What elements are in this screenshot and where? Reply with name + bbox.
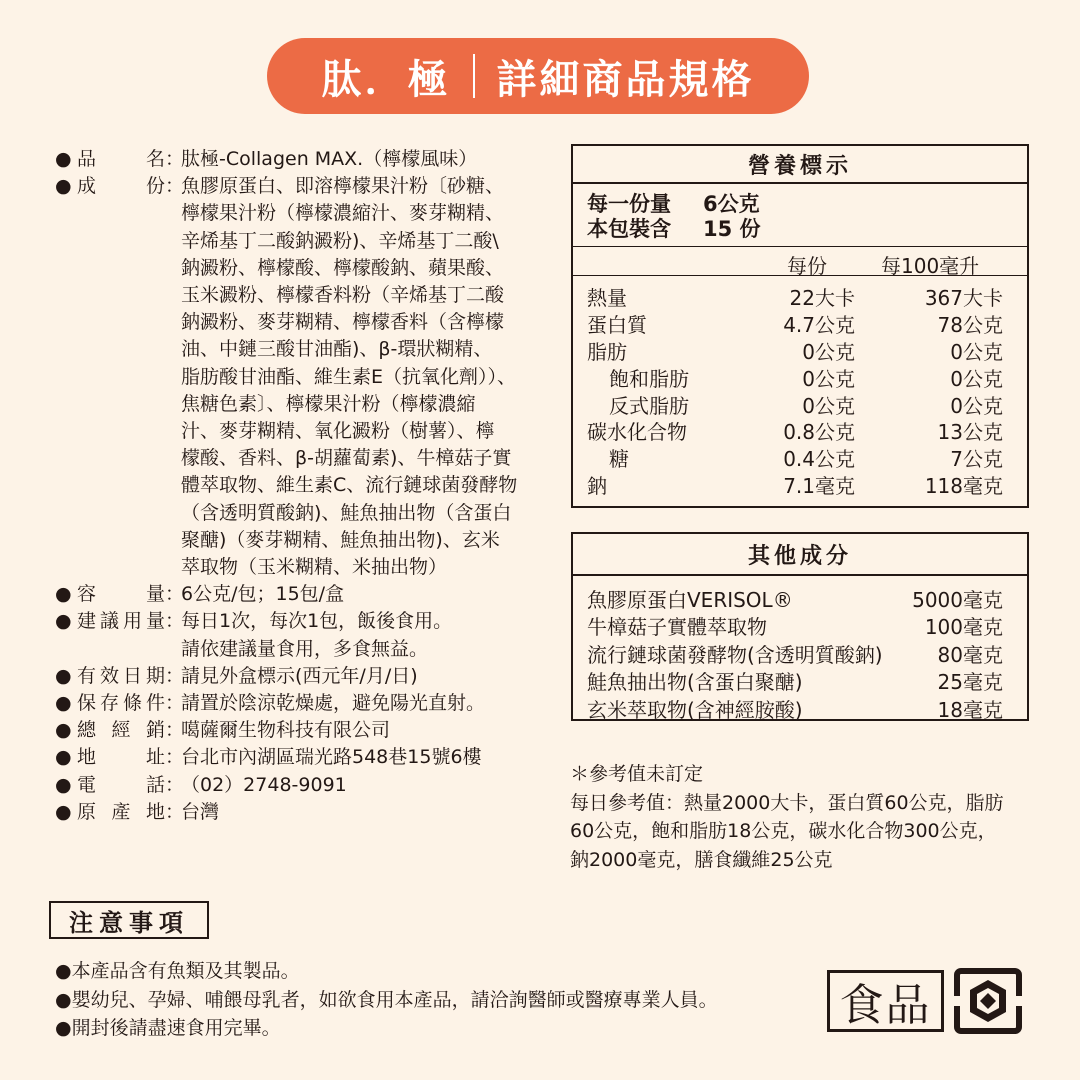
nutrient-per-100ml: 13公克 [937, 420, 1003, 445]
nutrient-name: 碳水化合物 [587, 420, 687, 445]
spec-label-char: 成 [77, 175, 97, 198]
notice-item: ●嬰幼兒、孕婦、哺餵母乳者，如欲食用本產品，請洽詢醫師或醫療專業人員。 [55, 988, 718, 1011]
nutrition-row [573, 282, 1027, 309]
brand-name: 肽．極 [321, 56, 451, 103]
spec-label-char: 量 [145, 610, 165, 633]
notice-item: ●開封後請盡速食用完畢。 [55, 1017, 281, 1039]
nutrition-row [573, 443, 1027, 470]
spec-label-char: 效 [99, 664, 119, 687]
spec-label [77, 772, 165, 799]
other-ingredient-row [587, 639, 1027, 666]
spec-row [55, 146, 575, 173]
spec-value-line: 玉米澱粉、檸檬香料粉（辛烯基丁二酸 [181, 284, 505, 307]
spec-label-char: 容 [77, 583, 97, 606]
other-ingredient-row [587, 611, 1027, 638]
spec-colon: ： [165, 719, 185, 742]
ingredient-name: 鮭魚抽出物(含蛋白聚醣) [587, 670, 803, 695]
bullet: ● [55, 175, 72, 198]
nutrient-per-100ml: 0公克 [950, 393, 1003, 418]
other-ingredient-rows [573, 576, 1027, 721]
header-subtitle: 詳細商品規格 [496, 56, 755, 103]
spec-colon: ： [165, 664, 185, 687]
nutrition-row [573, 363, 1027, 390]
spec-label-char: 電 [77, 773, 97, 796]
notice-title: 注意事項 [49, 901, 209, 939]
other-ingredients-title: 其他成分 [573, 534, 1027, 576]
nutrient-name: 糖 [609, 447, 629, 472]
spec-value-line: 請依建議量食用，多食無益。 [181, 637, 429, 660]
spec-value [181, 717, 561, 744]
header-banner [267, 38, 809, 114]
spec-row [55, 608, 575, 662]
recycle-icon [954, 968, 1022, 1034]
notice-list [55, 957, 718, 1043]
spec-label [77, 608, 165, 662]
spec-value-line: 台灣 [181, 800, 220, 823]
serving-info [573, 184, 1027, 247]
nutrient-per-100ml: 0公克 [950, 366, 1003, 391]
ingredient-name: 流行鏈球菌發酵物(含透明質酸鈉) [587, 642, 883, 667]
spec-row [55, 772, 575, 799]
spec-colon: ： [165, 800, 185, 823]
servings-per-pack-label: 本包裝含 [587, 217, 671, 241]
spec-value [181, 690, 561, 717]
nutrient-per-100ml: 0公克 [950, 339, 1003, 364]
nutrient-per-serving: 0公克 [802, 339, 855, 364]
spec-value [181, 744, 561, 771]
notice-item: ●本產品含有魚類及其製品。 [55, 960, 300, 982]
spec-label [77, 744, 165, 771]
spec-colon: ： [165, 148, 185, 170]
nutrition-column-headers [573, 247, 1027, 276]
spec-label [77, 581, 165, 608]
ingredient-amount: 18毫克 [937, 697, 1003, 722]
nutrition-row [573, 309, 1027, 336]
header-divider [473, 54, 475, 98]
spec-label-char: 條 [122, 692, 142, 715]
nutrition-facts-table [571, 144, 1029, 508]
nutrient-name: 熱量 [587, 286, 627, 310]
spec-value-line: 檬酸、香料、β-胡蘿蔔素)、牛樟菇子實 [181, 447, 512, 470]
spec-label-char: 建 [77, 610, 97, 633]
spec-label-char: 期 [145, 664, 165, 687]
spec-row [55, 717, 575, 744]
spec-label [77, 146, 165, 173]
reference-line: 鈉2000毫克，膳食纖維25公克 [570, 848, 833, 871]
nutrient-per-serving: 7.1毫克 [783, 474, 855, 499]
nutrition-title: 營養標示 [573, 146, 1027, 184]
spec-value [181, 772, 561, 799]
daily-reference [570, 760, 1004, 874]
spec-colon: ： [165, 583, 185, 606]
bullet: ● [55, 148, 72, 170]
nutrition-row [573, 470, 1027, 497]
ingredient-amount: 80毫克 [937, 642, 1003, 667]
spec-value [181, 799, 561, 826]
spec-row [55, 690, 575, 717]
spec-value-line: 辛烯基丁二酸鈉澱粉)、辛烯基丁二酸\ [181, 229, 499, 252]
spec-label-char: 地 [77, 746, 97, 769]
spec-row [55, 744, 575, 771]
nutrition-row [573, 336, 1027, 363]
spec-value-line: 魚膠原蛋白、即溶檸檬果汁粉〔砂糖、 [181, 175, 505, 198]
nutrient-name: 脂肪 [587, 339, 627, 364]
ingredient-amount: 100毫克 [924, 615, 1003, 640]
spec-label [77, 173, 165, 581]
spec-label-char: 保 [77, 692, 97, 715]
food-label-mark: 食品 [827, 970, 944, 1032]
nutrient-per-100ml: 7公克 [950, 447, 1003, 472]
spec-label-char: 量 [145, 583, 165, 606]
servings-per-pack-value: 15 份 [703, 217, 761, 241]
ingredient-name: 牛樟菇子實體萃取物 [587, 615, 767, 640]
nutrient-per-serving: 0公克 [802, 366, 855, 391]
spec-value-line: 鈉澱粉、檸檬酸、檸檬酸鈉、蘋果酸、 [181, 256, 505, 279]
nutrient-name: 反式脂肪 [609, 393, 689, 418]
col-per-serving: 每份 [787, 254, 827, 278]
spec-label-char: 品 [77, 148, 97, 170]
spec-colon: ： [165, 692, 185, 715]
bullet: ● [55, 800, 72, 823]
spec-value-line: 請見外盒標示(西元年/月/日) [181, 664, 418, 687]
nutrient-per-serving: 0公克 [802, 393, 855, 418]
spec-label-char: 址 [145, 746, 165, 769]
spec-value-line: 體萃取物、維生素C、流行鏈球菌發酵物 [181, 474, 518, 497]
spec-row [55, 581, 575, 608]
nutrient-per-serving: 0.4公克 [783, 447, 855, 472]
nutrient-name: 鈉 [587, 474, 607, 499]
nutrient-per-serving: 22大卡 [789, 286, 855, 310]
spec-value [181, 146, 561, 173]
nutrient-per-100ml: 78公克 [937, 312, 1003, 337]
spec-value-line: 肽極-Collagen MAX.（檸檬風味） [181, 148, 478, 170]
nutrient-name: 飽和脂肪 [609, 366, 689, 391]
spec-value-line: 每日1次，每次1包，飯後食用。 [181, 610, 453, 633]
other-ingredient-row [587, 584, 1027, 611]
reference-line: 60公克，飽和脂肪18公克，碳水化合物300公克， [570, 820, 997, 842]
nutrient-per-serving: 0.8公克 [783, 420, 855, 445]
spec-value-line: 油、中鏈三酸甘油酯)、β-環狀糊精、 [181, 338, 493, 361]
spec-label-char: 件 [145, 692, 165, 715]
spec-label [77, 717, 165, 744]
spec-row [55, 799, 575, 826]
spec-value-line: 請置於陰涼乾燥處，避免陽光直射。 [181, 692, 486, 715]
nutrition-rows [573, 276, 1027, 497]
col-per-100ml: 每100毫升 [881, 254, 980, 278]
ingredient-name: 魚膠原蛋白VERISOL® [587, 588, 793, 612]
other-ingredient-row [587, 666, 1027, 693]
spec-value-line: 檸檬果汁粉（檸檬濃縮汁、麥芽糊精、 [181, 202, 505, 225]
spec-value-line: 焦糖色素〕、檸檬果汁粉（檸檬濃縮 [181, 392, 476, 415]
spec-colon: ： [165, 746, 185, 769]
spec-label-char: 用 [122, 610, 142, 633]
spec-value-line: 噶薩爾生物科技有限公司 [181, 719, 391, 742]
spec-value-line: 脂肪酸甘油酯、維生素E（抗氧化劑））、 [181, 365, 517, 388]
spec-label-char: 日 [122, 664, 142, 687]
bullet: ● [55, 583, 72, 606]
spec-value-line: 汁、麥芽糊精、氧化澱粉（樹薯）、檸 [181, 420, 495, 443]
spec-label-char: 經 [111, 719, 131, 742]
nutrient-name: 蛋白質 [587, 312, 647, 337]
bullet: ● [55, 773, 72, 796]
spec-label [77, 663, 165, 690]
spec-value-line: 鈉澱粉、麥芽糊精、檸檬香料（含檸檬 [181, 311, 505, 334]
bullet: ● [55, 719, 72, 742]
ingredient-amount: 5000毫克 [912, 588, 1003, 612]
spec-label-char: 話 [145, 773, 165, 796]
nutrient-per-100ml: 118毫克 [924, 474, 1003, 499]
spec-row [55, 173, 575, 581]
nutrient-per-serving: 4.7公克 [783, 312, 855, 337]
ingredient-name: 玄米萃取物(含神經胺酸) [587, 697, 803, 722]
spec-colon: ： [165, 175, 185, 198]
spec-value [181, 663, 561, 690]
spec-value [181, 608, 561, 662]
bullet: ● [55, 664, 72, 687]
spec-value-line: 聚醣)（麥芽糊精、鮭魚抽出物)、玄米 [181, 528, 500, 551]
bullet: ● [55, 746, 72, 769]
spec-value-line: （含透明質酸鈉)、鮭魚抽出物（含蛋白 [181, 501, 512, 524]
spec-label [77, 690, 165, 717]
spec-label-char: 總 [77, 719, 97, 742]
spec-colon: ： [165, 610, 185, 633]
other-ingredient-row [587, 694, 1027, 721]
spec-row [55, 663, 575, 690]
product-spec-list [55, 146, 575, 826]
spec-label-char: 地 [145, 800, 165, 823]
spec-label [77, 799, 165, 826]
serving-size-label: 每一份量 [587, 192, 671, 216]
spec-label-char: 議 [99, 610, 119, 633]
bullet: ● [55, 692, 72, 715]
spec-value [181, 173, 561, 581]
spec-label-char: 有 [77, 664, 97, 687]
nutrient-per-100ml: 367大卡 [924, 286, 1003, 310]
nutrition-row [573, 416, 1027, 443]
other-ingredients-table [571, 532, 1029, 721]
spec-label-char: 銷 [145, 719, 165, 742]
spec-value-line: （02）2748-9091 [181, 773, 347, 796]
spec-value-line: 6公克/包；15包/盒 [181, 583, 345, 606]
bullet: ● [55, 610, 72, 633]
spec-label-char: 產 [111, 800, 131, 823]
reference-line: 每日參考值：熱量2000大卡，蛋白質60公克，脂肪 [570, 791, 1004, 814]
spec-value-line: 台北市內湖區瑞光路548巷15號6樓 [181, 746, 482, 769]
nutrition-row [573, 390, 1027, 417]
serving-size-value: 6公克 [703, 192, 760, 216]
spec-label-char: 存 [99, 692, 119, 715]
spec-label-char: 名 [145, 148, 165, 170]
spec-label-char: 原 [77, 800, 97, 823]
spec-colon: ： [165, 773, 185, 796]
ingredient-amount: 25毫克 [937, 670, 1003, 695]
spec-label-char: 份 [145, 175, 165, 198]
spec-value [181, 581, 561, 608]
reference-note: ＊參考值未訂定 [570, 763, 704, 785]
spec-value-line: 萃取物（玉米糊精、米抽出物） [181, 556, 448, 579]
